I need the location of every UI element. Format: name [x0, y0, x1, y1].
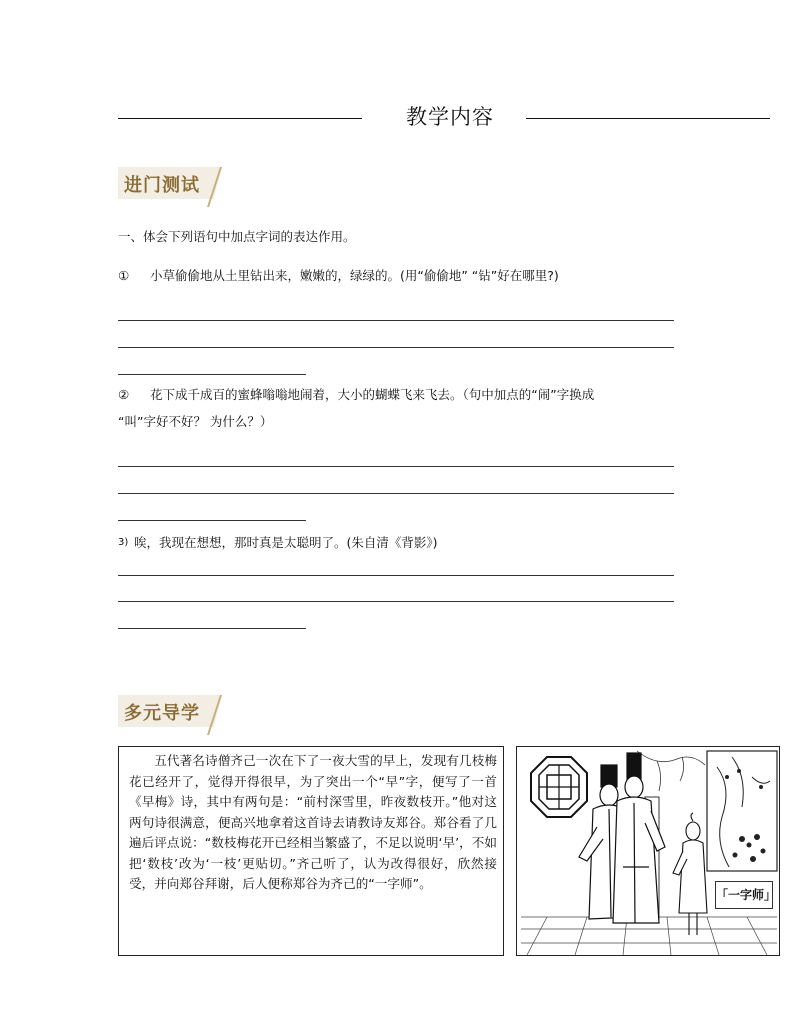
tab-label: 进门测试	[124, 175, 200, 196]
answer-line[interactable]	[118, 575, 674, 576]
answer-line[interactable]	[118, 493, 674, 494]
answer-line[interactable]	[118, 628, 306, 629]
illustration-drawing	[517, 747, 780, 956]
answer-line[interactable]	[118, 374, 306, 375]
tab-label: 多元导学	[124, 703, 200, 724]
page-title: 教学内容	[406, 105, 494, 129]
header-rule-left	[118, 118, 362, 119]
question-2-text-continued: “叫”字好不好？ 为什么？）	[118, 414, 273, 429]
question-2-number: ②	[118, 387, 130, 402]
header-rule-right	[526, 118, 770, 119]
answer-line[interactable]	[118, 466, 674, 467]
story-box	[118, 746, 504, 956]
section-tab-entry-test	[118, 167, 222, 199]
question-3-number: 3)	[118, 537, 129, 548]
answer-line[interactable]	[118, 347, 674, 348]
story-text: 五代著名诗僧齐己一次在下了一夜大雪的早上，发现有几枝梅花已经开了，觉得开得很早，为了突出一个“早”字，便写了一首《早梅》诗，其中有两句是：“前村深雪里，昨夜数枝开。”他对这两句诗很满意，便高兴地拿着这首诗去请教诗友郑谷。郑谷看了几遍后评点说：“数枝梅花开已经相当繁盛了，不足以说明‘早’，不如把‘数枝’改为‘一枝’更贴切。”齐己听了，认为改得很好，欣然接受，并向郑谷拜谢，后人便称郑谷为齐己的“一字师”。	[129, 753, 497, 891]
answer-line[interactable]	[118, 320, 674, 321]
exercise-instruction: 一、体会下列语句中加点字词的表达作用。	[118, 229, 356, 244]
section-tab-multi-guide	[118, 695, 222, 727]
question-1-number: ①	[118, 268, 130, 283]
illustration	[516, 746, 780, 956]
illustration-caption: 「一字师」	[715, 881, 773, 909]
answer-line[interactable]	[118, 601, 674, 602]
question-2-text: 花下成千成百的蜜蜂嗡嗡地闹着，大小的蝴蝶飞来飞去。（句中加点的“闹”字换成	[150, 387, 595, 402]
answer-line[interactable]	[118, 520, 306, 521]
question-3-text: 唉，我现在想想，那时真是太聪明了。(朱自清《背影》)	[134, 535, 438, 550]
question-1-text: 小草偷偷地从土里钻出来，嫩嫩的，绿绿的。(用“偷偷地” “钻”好在哪里?)	[150, 268, 559, 283]
